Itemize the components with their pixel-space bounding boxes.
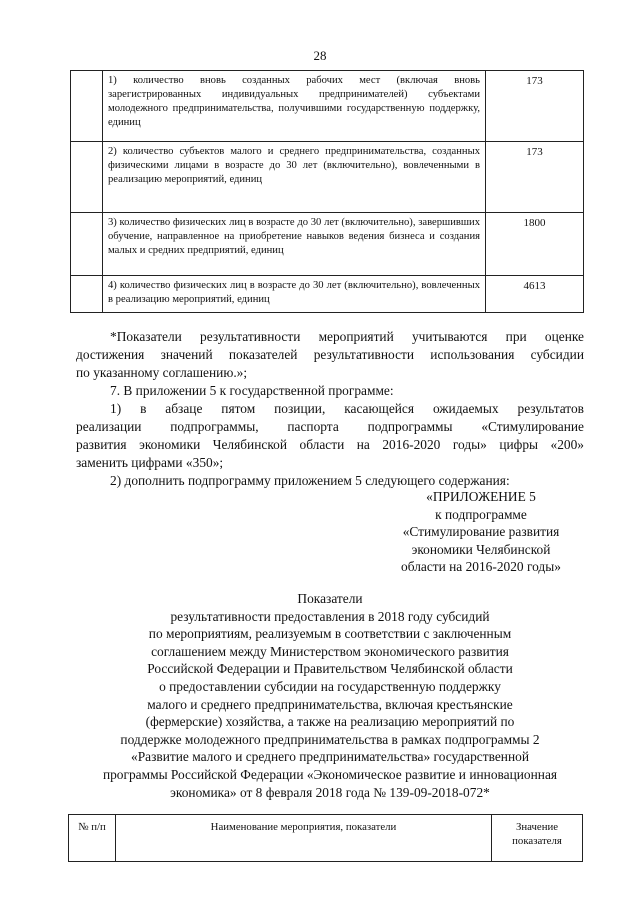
table-cell-empty [71, 276, 103, 313]
sub-item-2: 2) дополнить подпрограмму приложением 5 следующего содержания: [110, 473, 510, 488]
appendix-line: «Стимулирование развития [402, 524, 560, 540]
title-line: программы Российской Федерации «Экономическое развитие и инновационная [102, 766, 558, 782]
table-cell-empty [71, 213, 103, 276]
title-line: по мероприятиям, реализуемым в соответствии с заключенным [148, 626, 512, 642]
appendix-header [370, 488, 592, 576]
title-line: результативности предоставления в 2018 году субсидий [170, 608, 490, 624]
sub-item-1-line: заменить цифрами «350»; [76, 455, 224, 470]
title-line: малого и среднего предпринимательства, включая крестьянские [147, 696, 513, 712]
item-7: 7. В приложении 5 к государственной программе: [110, 383, 394, 398]
indicator-value: 173 [486, 142, 584, 213]
indicator-value: 173 [486, 71, 584, 142]
column-header-name: Наименование мероприятия, показатели [116, 815, 492, 862]
table-row [71, 276, 584, 313]
table-cell-empty [71, 142, 103, 213]
note-line: по указанному соглашению.»; [76, 365, 248, 380]
title-line: «Развитие малого и среднего предпринимательства» государственной [131, 749, 529, 765]
appendix-line: к подпрограмме [435, 506, 527, 522]
appendix-line: экономики Челябинской [411, 541, 551, 557]
note-line: *Показатели результативности мероприятий учитываются при оценке [110, 329, 584, 344]
appendix-line: области на 2016-2020 годы» [401, 559, 561, 575]
sub-item-1-line: 1) в абзаце пятом позиции, касающейся ожидаемых результатов [110, 401, 584, 416]
table-cell-empty [71, 71, 103, 142]
sub-item-1-line: развития экономики Челябинской области на 2016-2020 годы» цифры «200» [76, 437, 584, 452]
indicator-value: 4613 [486, 276, 584, 313]
indicator-text: 2) количество субъектов малого и среднего предпринимательства, созданных физическими лицами в возрасте до 30 лет (включительно), вовлеченными в реализацию мероприятий, единиц [103, 142, 486, 213]
table-row [71, 71, 584, 142]
title-line: поддержке молодежного предпринимательства в рамках подпрограммы 2 [120, 731, 540, 747]
title-line: (фермерские) хозяйства, а также на реализацию мероприятий по [145, 714, 515, 730]
indicator-text: 4) количество физических лиц в возрасте до 30 лет (включительно), вовлеченных в реализацию мероприятий, единиц [103, 276, 486, 313]
table-header-row [69, 815, 583, 862]
indicator-text: 1) количество вновь созданных рабочих мест (включая вновь зарегистрированных индивидуальных предпринимателей) субъектами молодежного предпринимательства, получившими государственную поддержку, единиц [103, 71, 486, 142]
column-header-number: № п/п [69, 815, 116, 862]
measures-table-header [68, 814, 583, 862]
column-header-value: Значение показателя [492, 815, 583, 862]
title-line: Показатели [297, 591, 363, 606]
sub-item-1-line: реализации подпрограммы, паспорта подпрограммы «Стимулирование [76, 419, 584, 434]
title-line: Российской Федерации и Правительством Челябинской области [147, 661, 513, 677]
indicator-value: 1800 [486, 213, 584, 276]
table-row [71, 213, 584, 276]
indicator-text: 3) количество физических лиц в возрасте до 30 лет (включительно), завершивших обучение, направленное на приобретение навыков ведения бизнеса и создания малых и средних предприятий, единиц [103, 213, 486, 276]
note-line: достижения значений показателей результативности использования субсидии [76, 347, 584, 362]
title-line: экономика» от 8 февраля 2018 года № 139-09-2018-072* [170, 784, 490, 800]
title-line: о предоставлении субсидии на государственную поддержку [159, 678, 501, 694]
document-title [60, 590, 600, 801]
page-number: 28 [313, 48, 327, 63]
title-line: соглашением между Министерством экономического развития [151, 643, 509, 659]
appendix-line: «ПРИЛОЖЕНИЕ 5 [426, 489, 536, 504]
indicators-table [70, 70, 584, 313]
table-row [71, 142, 584, 213]
body-text [76, 328, 584, 490]
